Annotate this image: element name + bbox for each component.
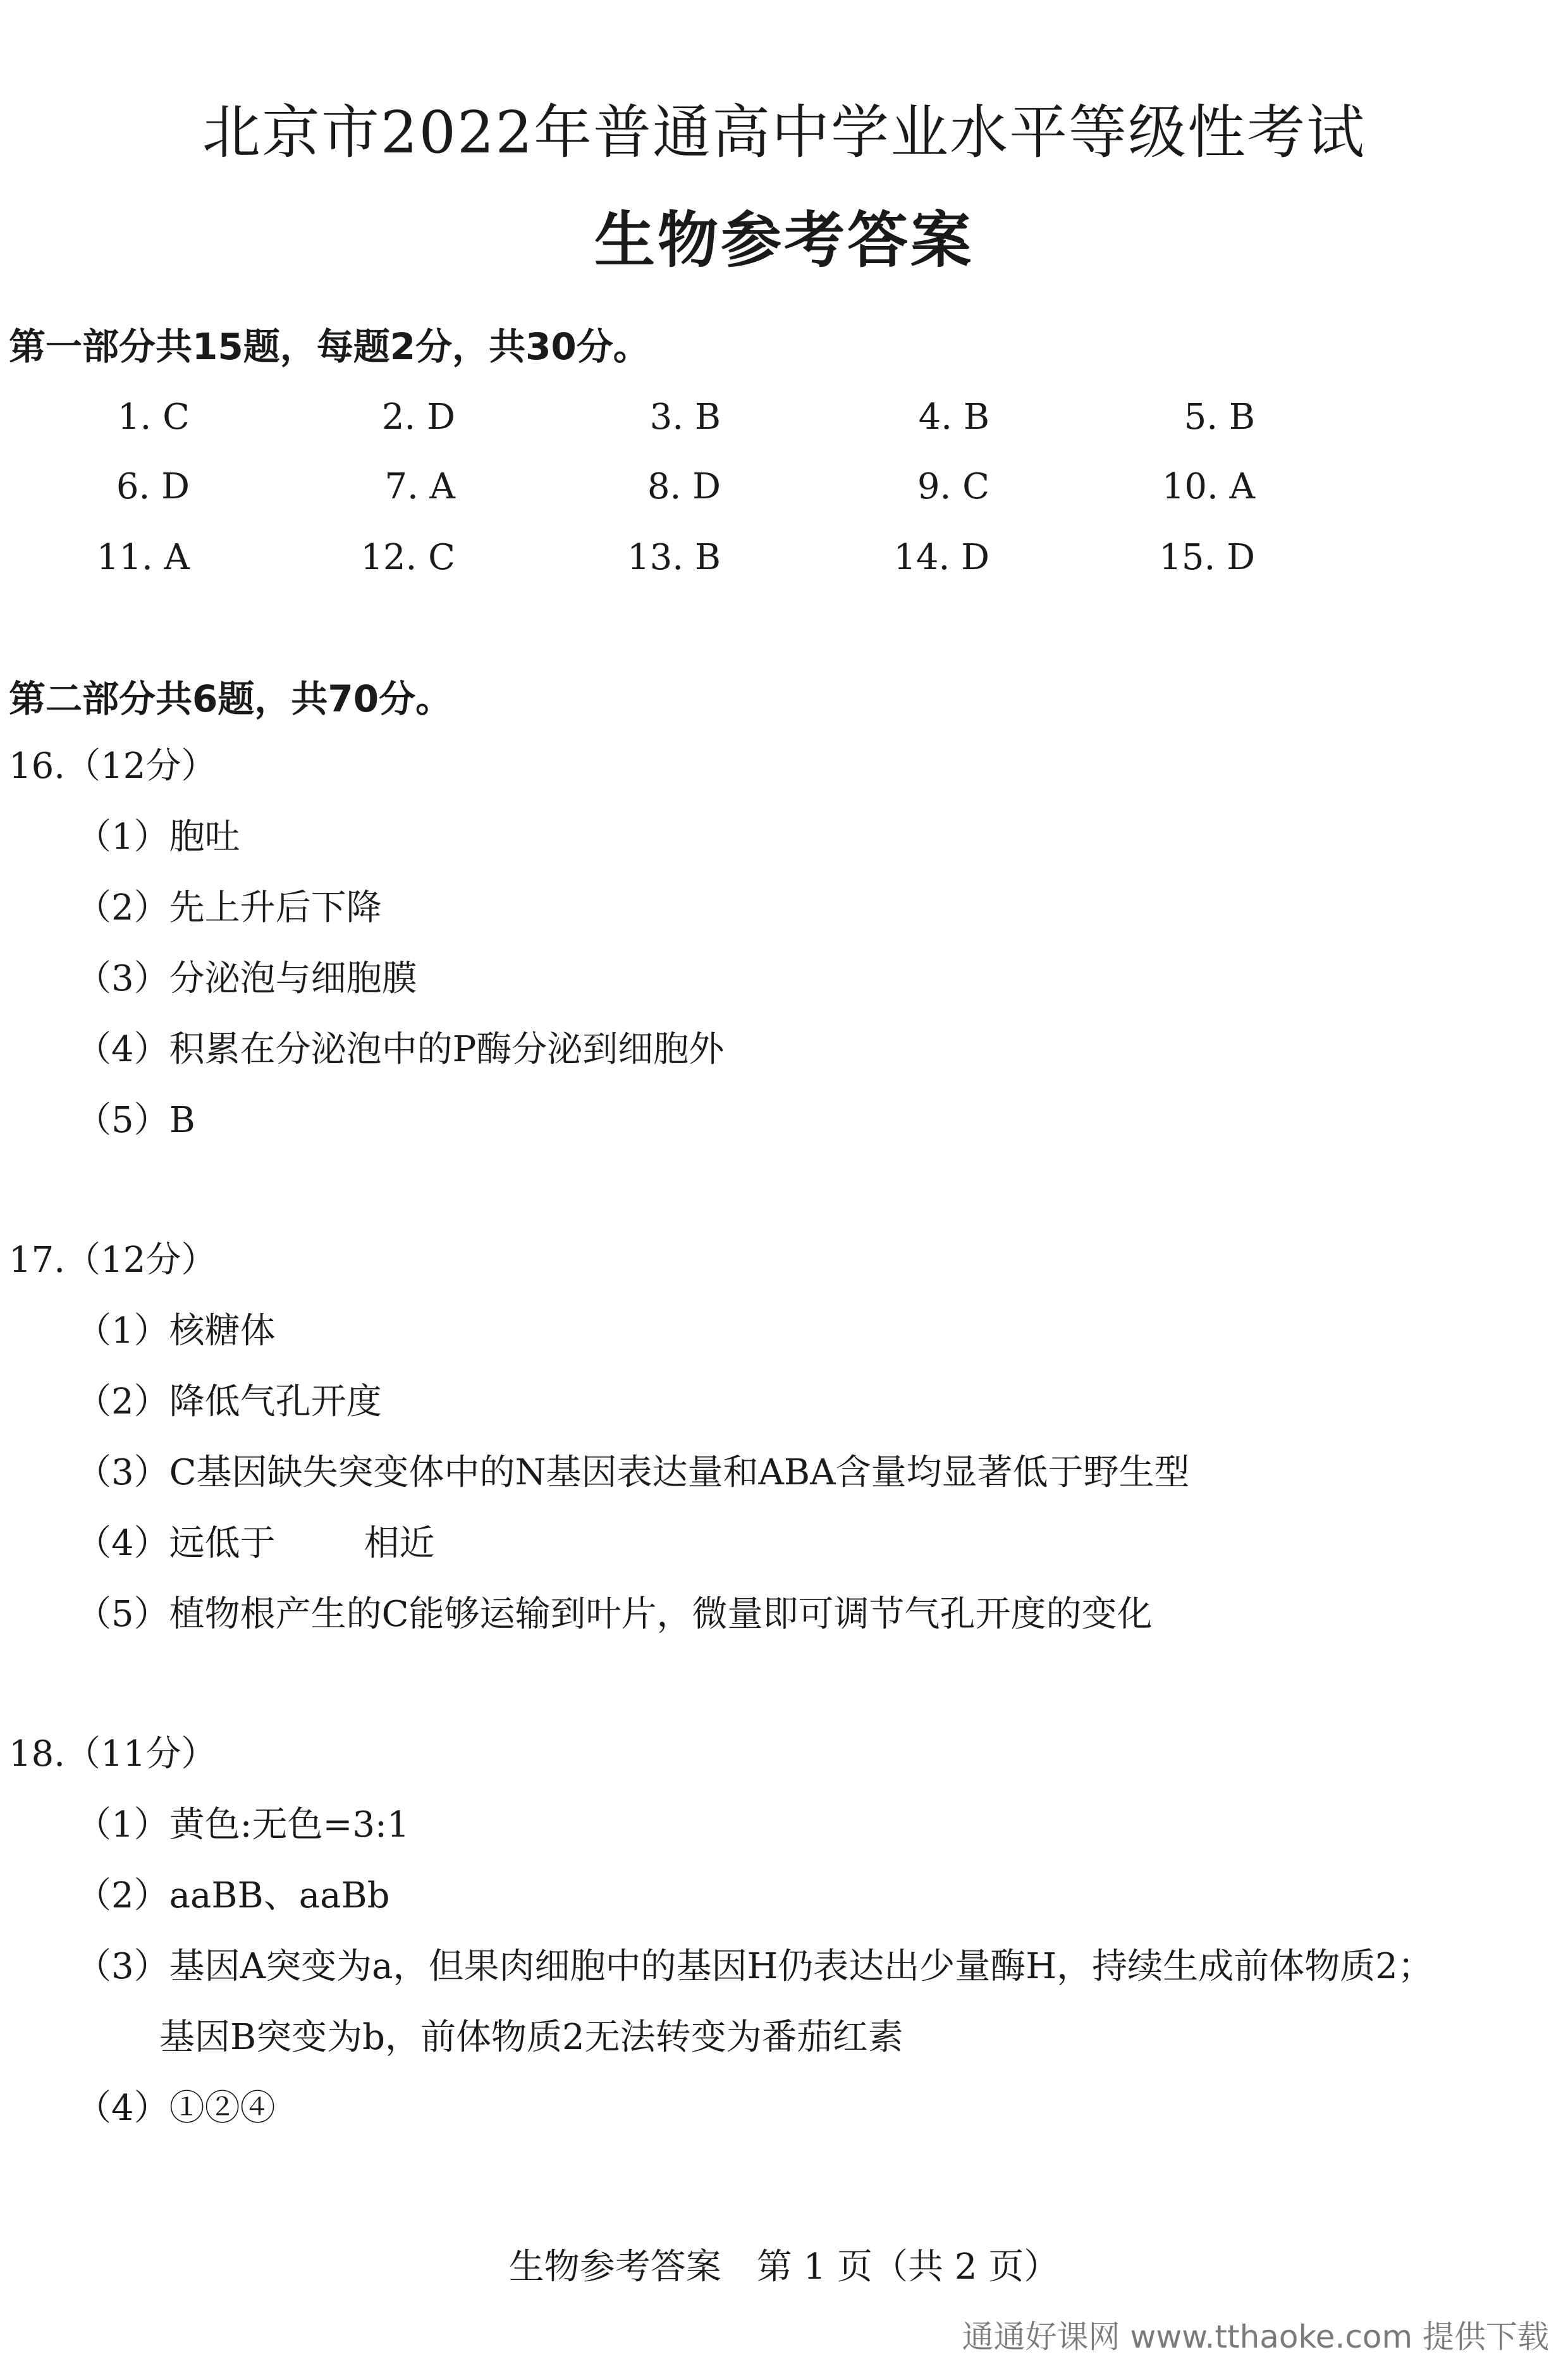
page-subtitle: 生物参考答案 — [594, 205, 974, 276]
q18-answer-2: （2）aaBB、aaBb — [76, 1875, 390, 1916]
q16-answer-1: （1）胞吐 — [76, 816, 240, 858]
q16-answer-3: （3）分泌泡与细胞膜 — [76, 958, 417, 999]
mc-answer: 11. A — [96, 537, 190, 578]
q17-answer-4-first: （4）远低于 — [76, 1523, 276, 1564]
mc-answer: 1. C — [117, 397, 190, 438]
mc-answer: 3. B — [649, 397, 721, 438]
mc-answer: 8. D — [647, 466, 721, 507]
q16-heading: 16.（12分） — [9, 746, 217, 787]
mc-answer: 4. B — [918, 397, 989, 438]
q18-answer-3-continued: 基因B突变为b，前体物质2无法转变为番茄红素 — [159, 2017, 903, 2058]
mc-row-2 — [0, 462, 1568, 512]
mc-answer: 6. D — [116, 466, 190, 507]
watermark: 通通好课网 www.tthaoke.com 提供下载 — [962, 2319, 1549, 2355]
q17-heading: 17.（12分） — [9, 1240, 217, 1281]
q17-answer-4 — [76, 1518, 435, 1569]
q17-answer-1: （1）核糖体 — [76, 1310, 276, 1352]
q16-answer-2: （2）先上升后下降 — [76, 887, 382, 928]
page-footer: 生物参考答案 第 1 页（共 2 页） — [508, 2246, 1060, 2288]
mc-answer: 13. B — [627, 537, 721, 578]
mc-row-3 — [0, 533, 1568, 583]
q17-answer-2: （2）降低气孔开度 — [76, 1381, 382, 1422]
mc-answer: 2. D — [381, 397, 455, 438]
mc-answer: 15. D — [1159, 537, 1255, 578]
q18-heading: 18.（11分） — [9, 1734, 217, 1775]
mc-answer: 7. A — [384, 466, 455, 507]
q17-answer-4-second: 相近 — [364, 1523, 435, 1564]
part1-heading: 第一部分共15题，每题2分，共30分。 — [9, 325, 650, 368]
mc-answer: 9. C — [917, 466, 989, 507]
mc-answer: 12. C — [360, 537, 455, 578]
mc-answer: 14. D — [893, 537, 989, 578]
q16-answer-5: （5）B — [76, 1100, 195, 1141]
q18-answer-1: （1）黄色:无色=3:1 — [76, 1804, 410, 1845]
mc-answer: 5. B — [1184, 397, 1255, 438]
part2-heading: 第二部分共6题，共70分。 — [9, 677, 453, 720]
q17-answer-3: （3）C基因缺失突变体中的N基因表达量和ABA含量均显著低于野生型 — [76, 1452, 1190, 1493]
mc-answer: 10. A — [1161, 466, 1255, 507]
page-title: 北京市2022年普通高中学业水平等级性考试 — [202, 99, 1366, 166]
q18-answer-3: （3）基因A突变为a，但果肉细胞中的基因H仍表达出少量酶H，持续生成前体物质2； — [76, 1946, 1433, 1987]
q17-answer-5: （5）植物根产生的C能够运输到叶片，微量即可调节气孔开度的变化 — [76, 1594, 1153, 1635]
q16-answer-4: （4）积累在分泌泡中的P酶分泌到细胞外 — [76, 1029, 725, 1070]
q18-answer-4: （4）①②④ — [76, 2088, 276, 2129]
mc-row-1 — [0, 392, 1568, 443]
